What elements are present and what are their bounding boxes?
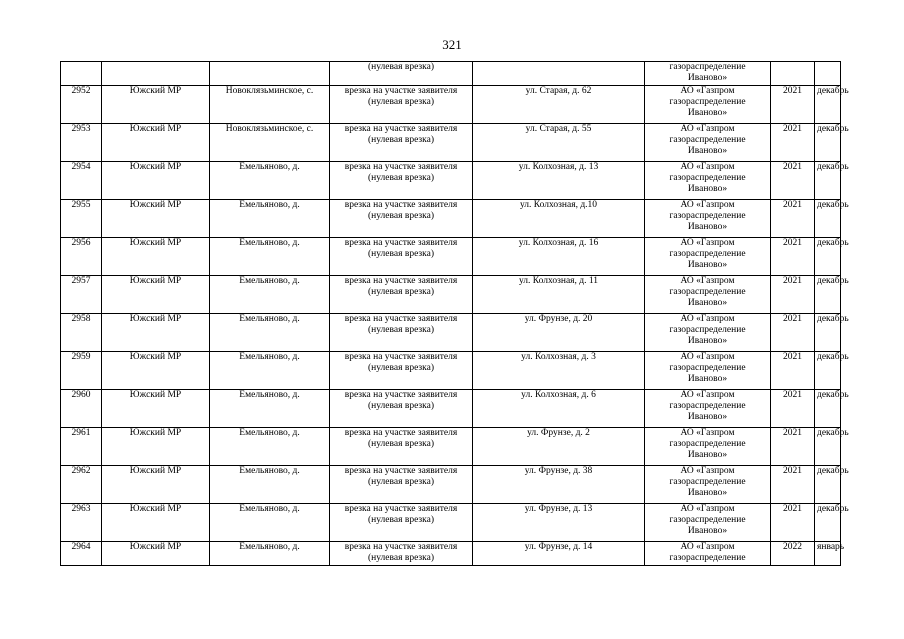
cell-district: Южский МР [102,161,210,199]
cell-type [330,237,473,275]
table-row [61,275,841,313]
table-row [61,389,841,427]
cell-month: декабрь [815,313,841,351]
cell-district: Южский МР [102,313,210,351]
cell-place: Емельяново, д. [210,237,330,275]
cell-org [645,85,771,123]
org-line-2: газораспределение [669,438,746,449]
org-line-3: Иваново» [687,412,728,423]
cell-num: 2954 [61,161,102,199]
cell-place: Емельяново, д. [210,161,330,199]
cell-place: Новоклязьминское, с. [210,85,330,123]
cell-month: декабрь [815,503,841,541]
cell-org [645,541,771,565]
cell-address: ул. Колхозная, д. 13 [473,161,645,199]
cell-district: Южский МР [102,123,210,161]
cell-year: 2021 [771,237,815,275]
cell-org [645,161,771,199]
org-line-2: газораспределение [669,286,746,297]
org-line-1: АО «Газпром [680,389,735,400]
org-line-3: Иваново» [687,146,728,157]
org-line-3: Иваново» [687,260,728,271]
cell-address: ул. Фрунзе, д. 38 [473,465,645,503]
cell-address: ул. Старая, д. 62 [473,85,645,123]
org-line-1: АО «Газпром [680,541,735,552]
cell-num: 2957 [61,275,102,313]
cell-place: Емельяново, д. [210,541,330,565]
org-line-1: АО «Газпром [680,503,735,514]
org-line-1: АО «Газпром [680,427,735,438]
cell-org [645,199,771,237]
cell-district [102,62,210,86]
org-line-3: Иваново» [687,374,728,385]
cell-type [330,199,473,237]
cell-year: 2021 [771,123,815,161]
cell-num: 2958 [61,313,102,351]
cell-type [330,427,473,465]
type-line-2: (нулевая врезка) [367,134,435,145]
table-row [61,503,841,541]
org-line-3: Иваново» [687,222,728,233]
org-line-1: АО «Газпром [680,161,735,172]
cell-address: ул. Фрунзе, д. 20 [473,313,645,351]
table-row [61,199,841,237]
table-row-continued [61,62,841,86]
type-line-1: врезка на участке заявителя [344,161,458,172]
cell-place: Емельяново, д. [210,503,330,541]
table-row [61,161,841,199]
type-line-1: врезка на участке заявителя [344,199,458,210]
cell-org [645,237,771,275]
type-line-1: врезка на участке заявителя [344,389,458,400]
org-line-2: газораспределение [669,134,746,145]
cell-num: 2964 [61,541,102,565]
org-line-3: Иваново» [687,488,728,499]
cell-org [645,275,771,313]
type-line-1: врезка на участке заявителя [344,465,458,476]
cell-type [330,275,473,313]
table-row [61,465,841,503]
type-line-2: (нулевая врезка) [367,324,435,335]
type-line-2: (нулевая врезка) [367,438,435,449]
cell-place: Емельяново, д. [210,313,330,351]
org-line-2: газораспределение [669,172,746,183]
cell-month: декабрь [815,85,841,123]
cell-month: декабрь [815,351,841,389]
cell-district: Южский МР [102,427,210,465]
cell-month: декабрь [815,199,841,237]
cell-year [771,62,815,86]
cell-address: ул. Колхозная, д.10 [473,199,645,237]
org-line-1: АО «Газпром [680,85,735,96]
type-line-2: (нулевая врезка) [367,552,435,563]
cell-place: Емельяново, д. [210,275,330,313]
org-line-2: газораспределение [669,62,746,72]
cell-district: Южский МР [102,199,210,237]
cell-org [645,503,771,541]
type-line-2: (нулевая врезка) [367,286,435,297]
org-line-1: АО «Газпром [680,123,735,134]
cell-type [330,313,473,351]
cell-place: Емельяново, д. [210,389,330,427]
cell-num: 2955 [61,199,102,237]
org-line-1: АО «Газпром [680,351,735,362]
cell-org [645,123,771,161]
org-line-2: газораспределение [669,96,746,107]
table-row [61,541,841,565]
cell-address: ул. Фрунзе, д. 14 [473,541,645,565]
type-line-2: (нулевая врезка) [367,210,435,221]
cell-num [61,62,102,86]
table-row [61,351,841,389]
cell-type [330,351,473,389]
cell-month: январь [815,541,841,565]
table-row [61,427,841,465]
cell-type [330,161,473,199]
cell-address: ул. Колхозная, д. 16 [473,237,645,275]
cell-month [815,62,841,86]
cell-org [645,465,771,503]
org-line-3: Иваново» [687,108,728,119]
cell-month: декабрь [815,465,841,503]
cell-type [330,85,473,123]
cell-district: Южский МР [102,389,210,427]
org-line-3: Иваново» [687,184,728,195]
cell-place [210,62,330,86]
cell-num: 2956 [61,237,102,275]
type-line-1: врезка на участке заявителя [344,123,458,134]
cell-place: Емельяново, д. [210,465,330,503]
org-line-1: АО «Газпром [680,275,735,286]
cell-address: ул. Старая, д. 55 [473,123,645,161]
cell-type [330,541,473,565]
cell-type [330,389,473,427]
org-line-2: газораспределение [669,210,746,221]
org-line-2: газораспределение [669,362,746,373]
type-line-2: (нулевая врезка) [367,362,435,373]
cell-month: декабрь [815,123,841,161]
org-line-1: АО «Газпром [680,313,735,324]
cell-district: Южский МР [102,465,210,503]
cell-type [330,503,473,541]
cell-year: 2021 [771,351,815,389]
type-line-1: врезка на участке заявителя [344,427,458,438]
cell-month: декабрь [815,275,841,313]
type-line-2: (нулевая врезка) [367,514,435,525]
type-line-2: (нулевая врезка) [367,476,435,487]
org-line-2: газораспределение [669,514,746,525]
org-line-2: газораспределение [669,552,746,563]
type-line-1: врезка на участке заявителя [344,85,458,96]
cell-year: 2022 [771,541,815,565]
org-line-3: Иваново» [687,336,728,347]
org-line-3: Иваново» [687,450,728,461]
org-line-2: газораспределение [669,400,746,411]
cell-month: декабрь [815,237,841,275]
cell-place: Емельяново, д. [210,199,330,237]
cell-year: 2021 [771,427,815,465]
cell-year: 2021 [771,313,815,351]
cell-year: 2021 [771,85,815,123]
type-line-1: врезка на участке заявителя [344,313,458,324]
cell-num: 2962 [61,465,102,503]
org-line-2: газораспределение [669,248,746,259]
cell-num: 2960 [61,389,102,427]
cell-type [330,465,473,503]
table-row [61,237,841,275]
org-line-3: Иваново» [687,298,728,309]
org-line-1: АО «Газпром [680,465,735,476]
cell-num: 2961 [61,427,102,465]
cell-district: Южский МР [102,237,210,275]
type-line-1: врезка на участке заявителя [344,275,458,286]
cell-address: ул. Колхозная, д. 11 [473,275,645,313]
org-line-2: газораспределение [669,476,746,487]
cell-org [645,389,771,427]
cell-place: Емельяново, д. [210,351,330,389]
org-line-1: АО «Газпром [680,237,735,248]
cell-year: 2021 [771,161,815,199]
org-line-3: Иваново» [687,526,728,537]
cell-place: Новоклязьминское, с. [210,123,330,161]
cell-district: Южский МР [102,351,210,389]
cell-place: Емельяново, д. [210,427,330,465]
table-row [61,313,841,351]
table-body [61,62,849,566]
cell-year: 2021 [771,389,815,427]
type-line-1: врезка на участке заявителя [344,503,458,514]
type-line-2: (нулевая врезка) [367,172,435,183]
cell-num: 2963 [61,503,102,541]
type-line-2: (нулевая врезка) [367,400,435,411]
cell-year: 2021 [771,503,815,541]
org-line-1: АО «Газпром [680,199,735,210]
cell-org [645,351,771,389]
org-line-2: газораспределение [669,324,746,335]
cell-year: 2021 [771,465,815,503]
cell-district: Южский МР [102,275,210,313]
cell-year: 2021 [771,275,815,313]
cell-type: (нулевая врезка) [330,62,473,86]
cell-type [330,123,473,161]
cell-month: декабрь [815,389,841,427]
cell-month: декабрь [815,161,841,199]
document-table [60,61,849,566]
cell-address: ул. Фрунзе, д. 2 [473,427,645,465]
cell-year: 2021 [771,199,815,237]
type-line-1: врезка на участке заявителя [344,541,458,552]
cell-org [645,62,771,86]
cell-org [645,313,771,351]
cell-month: декабрь [815,427,841,465]
cell-num: 2953 [61,123,102,161]
type-line-2: (нулевая врезка) [367,248,435,259]
type-line-2: (нулевая врезка) [367,96,435,107]
type-line-1: врезка на участке заявителя [344,351,458,362]
cell-org [645,427,771,465]
cell-district: Южский МР [102,85,210,123]
cell-address: ул. Колхозная, д. 6 [473,389,645,427]
page-number: 321 [442,37,462,52]
type-line-1: врезка на участке заявителя [344,237,458,248]
cell-address: ул. Фрунзе, д. 13 [473,503,645,541]
cell-num: 2952 [61,85,102,123]
cell-district: Южский МР [102,541,210,565]
table-row [61,123,841,161]
cell-address: ул. Колхозная, д. 3 [473,351,645,389]
cell-address [473,62,645,86]
org-line-3: Иваново» [687,73,728,84]
cell-district: Южский МР [102,503,210,541]
cell-num: 2959 [61,351,102,389]
table-row [61,85,841,123]
